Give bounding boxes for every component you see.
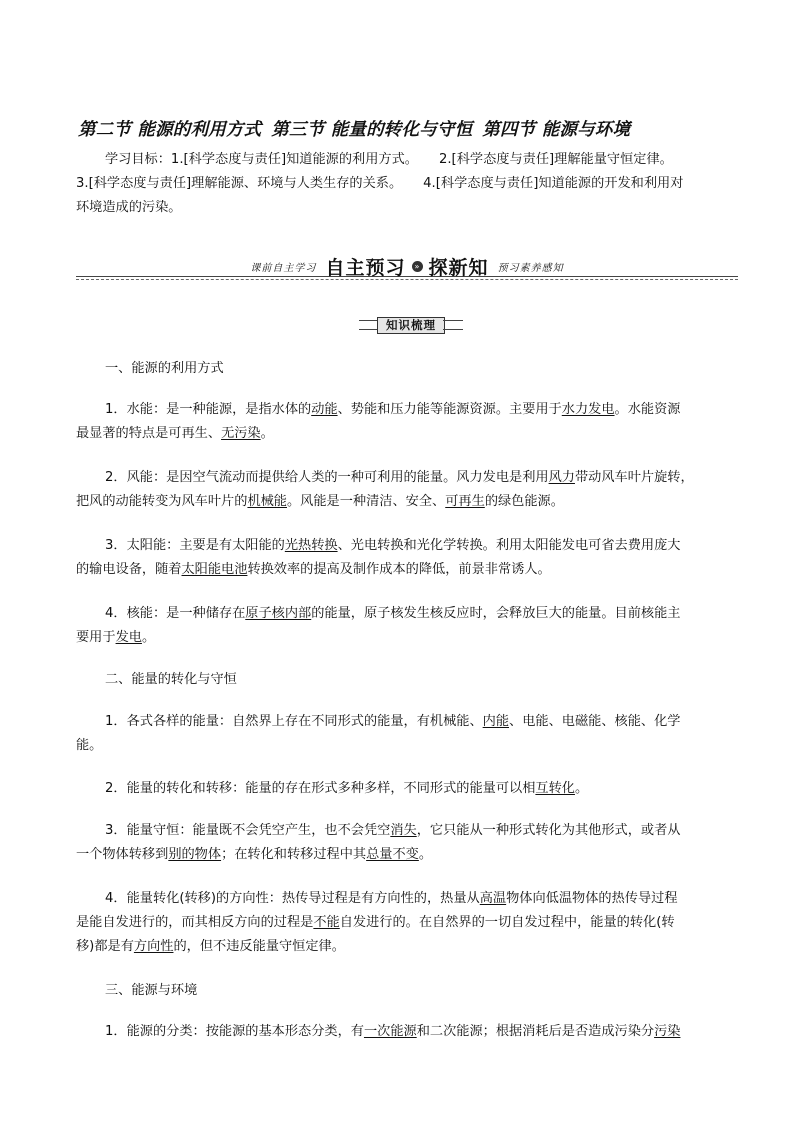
s3-paragraph-1	[76, 1020, 719, 1044]
underlined-term: 一次能源	[363, 1024, 417, 1039]
underlined-term: 原子核内部	[245, 606, 312, 621]
s1-paragraph-2	[76, 466, 719, 514]
underlined-term: 互转化	[535, 781, 575, 796]
text: 3．能量守恒：能量既不会凭空产生，也不会凭空	[105, 823, 391, 838]
underlined-term: 水力发电	[561, 402, 615, 417]
paragraph-line	[76, 710, 719, 734]
paragraph-line	[76, 534, 719, 558]
text: 的绿色能源。	[484, 494, 564, 509]
banner-text	[76, 253, 738, 280]
text: 1．水能：是一种能源，是指水体的	[105, 402, 312, 417]
s2-paragraph-1	[76, 710, 719, 758]
banner-right-caption: 预习素养感知	[497, 263, 564, 274]
text: 。	[141, 630, 156, 645]
s2-paragraph-3	[76, 819, 719, 867]
text: 是能自发进行的，而其相反方向的过程是	[76, 915, 314, 930]
underlined-term: 方向性	[133, 939, 174, 954]
underlined-term: 别的物体	[168, 847, 222, 862]
underlined-term: 内能	[482, 714, 510, 729]
paragraph-line	[76, 602, 719, 626]
heading-text: 三、能源与环境	[105, 983, 198, 998]
objective-3: 3.[科学态度与责任]理解能源、环境与人类生存的关系。	[76, 176, 403, 191]
paragraph-line	[76, 819, 719, 843]
underlined-term: 动能	[311, 402, 338, 417]
banner-left-caption: 课前自主学习	[250, 263, 317, 274]
text: 、势能和压力能等能源资源。主要用于	[337, 402, 562, 417]
banner-title-2: 探新知	[428, 257, 489, 279]
text: 的，但不违反能量守恒定律。	[173, 939, 345, 954]
heading-text: 二、能量的转化与守恒	[105, 672, 237, 687]
paragraph-line	[76, 490, 719, 514]
text: 2．能量的转化和转移：能量的存在形式多种多样，不同形式的能量可以相	[105, 781, 536, 796]
s2-paragraph-4	[76, 887, 719, 959]
title-section-2: 第二节 能源的利用方式	[78, 120, 262, 140]
underlined-term: 总量不变	[366, 847, 419, 862]
text: 一个物体转移到	[76, 847, 169, 862]
text: 转换效率的提高及制作成本的降低，前景非常诱人。	[247, 562, 551, 577]
text: 1．能源的分类：按能源的基本形态分类，有	[105, 1024, 364, 1039]
paragraph-line	[76, 558, 719, 582]
text: 把风的动能转变为风车叶片的	[76, 494, 248, 509]
badge-label: 知识梳理	[377, 317, 445, 334]
text: 物体向低温物体的热传导过程	[506, 891, 678, 906]
paragraph-line	[76, 626, 719, 650]
text: 。	[574, 781, 589, 796]
objective-2: 2.[科学态度与责任]理解能量守恒定律。	[438, 152, 673, 167]
text: 要用于	[76, 630, 116, 645]
section-2-heading	[76, 668, 719, 692]
text: 自发进行的。在自然界的一切自发过程中，能量的转化(转	[339, 915, 675, 930]
text: 的能量，原子核发生核反应时，会释放巨大的能量。目前核能主	[311, 606, 681, 621]
s1-paragraph-1	[76, 398, 719, 446]
title-section-4: 第四节 能源与环境	[482, 120, 631, 140]
underlined-term: 风力	[548, 470, 575, 485]
text: ，它只能从一种形式转化为其他形式，或者从	[416, 823, 681, 838]
text: 4．能量转化(转移)的方向性：热传导过程是有方向性的，热量从	[105, 891, 480, 906]
text: 。	[260, 426, 274, 441]
paragraph-line	[76, 422, 719, 446]
text: 的输电设备，随着	[76, 562, 182, 577]
text: 、电能、电磁能、核能、化学	[509, 714, 681, 729]
paragraph-line	[76, 887, 719, 911]
s1-paragraph-4	[76, 602, 719, 650]
section-banner	[76, 253, 738, 283]
paragraph-line	[76, 466, 719, 490]
text: 1．各式各样的能量：自然界上存在不同形式的能量，有机械能、	[105, 714, 483, 729]
text: 3．太阳能：主要是有太阳能的	[105, 538, 285, 553]
learning-objectives	[76, 148, 719, 220]
underlined-term: 机械能	[247, 494, 287, 509]
title-section-3: 第三节 能量的转化与守恒	[271, 120, 473, 140]
paragraph-line	[76, 935, 719, 959]
text: 。	[418, 847, 433, 862]
paragraph-line	[76, 398, 719, 422]
paragraph-line: 能。	[76, 738, 103, 753]
s1-paragraph-3	[76, 534, 719, 582]
underlined-term: 太阳能电池	[181, 562, 248, 577]
text: 。风能是一种清洁、安全、	[287, 494, 446, 509]
underlined-term: 可再生	[445, 494, 485, 509]
text: 2．风能：是因空气流动而提供给人类的一种可利用的能量。风力发电是利用	[105, 470, 549, 485]
text: 最显著的特点是可再生、	[76, 426, 222, 441]
knowledge-badge	[359, 317, 463, 333]
text: 。水能资源	[614, 402, 681, 417]
heading-text: 一、能源的利用方式	[105, 361, 224, 376]
banner-title-1: 自主预习	[325, 257, 406, 279]
section-3-heading	[76, 979, 719, 1003]
paragraph-line	[76, 911, 719, 935]
objective-1: 学习目标：1.[科学态度与责任]知道能源的利用方式。	[105, 152, 418, 167]
page-title	[78, 116, 728, 141]
objectives-line-2	[76, 172, 719, 196]
objectives-line-1	[76, 148, 719, 172]
underlined-term: 消失	[390, 823, 417, 838]
underlined-term: 污染	[654, 1024, 681, 1039]
objective-4: 4.[科学态度与责任]知道能源的开发和利用对	[423, 176, 684, 191]
text: 和二次能源；根据消耗后是否造成污染分	[416, 1024, 655, 1039]
text: 移)都是有	[76, 939, 134, 954]
text: ；在转化和转移过程中其	[221, 847, 367, 862]
underlined-term: 发电	[115, 630, 142, 645]
objectives-line-3: 环境造成的污染。	[76, 200, 182, 215]
paragraph-line	[76, 777, 719, 801]
arrow-icon: »	[412, 261, 423, 272]
text: 带动风车叶片旋转，	[574, 470, 694, 485]
text: 、光电转换和光化学转换。利用太阳能发电可省去费用庞大	[337, 538, 681, 553]
s2-paragraph-2	[76, 777, 719, 801]
underlined-term: 不能	[313, 915, 340, 930]
text: 4．核能：是一种储存在	[105, 606, 246, 621]
badge-right-ornament	[443, 320, 463, 330]
underlined-term: 高温	[479, 891, 507, 906]
paragraph-line	[76, 843, 719, 867]
paragraph-line	[76, 1020, 719, 1044]
badge-left-ornament	[359, 320, 379, 330]
section-1-heading	[76, 357, 719, 381]
underlined-term: 光热转换	[284, 538, 338, 553]
underlined-term: 无污染	[221, 426, 261, 441]
